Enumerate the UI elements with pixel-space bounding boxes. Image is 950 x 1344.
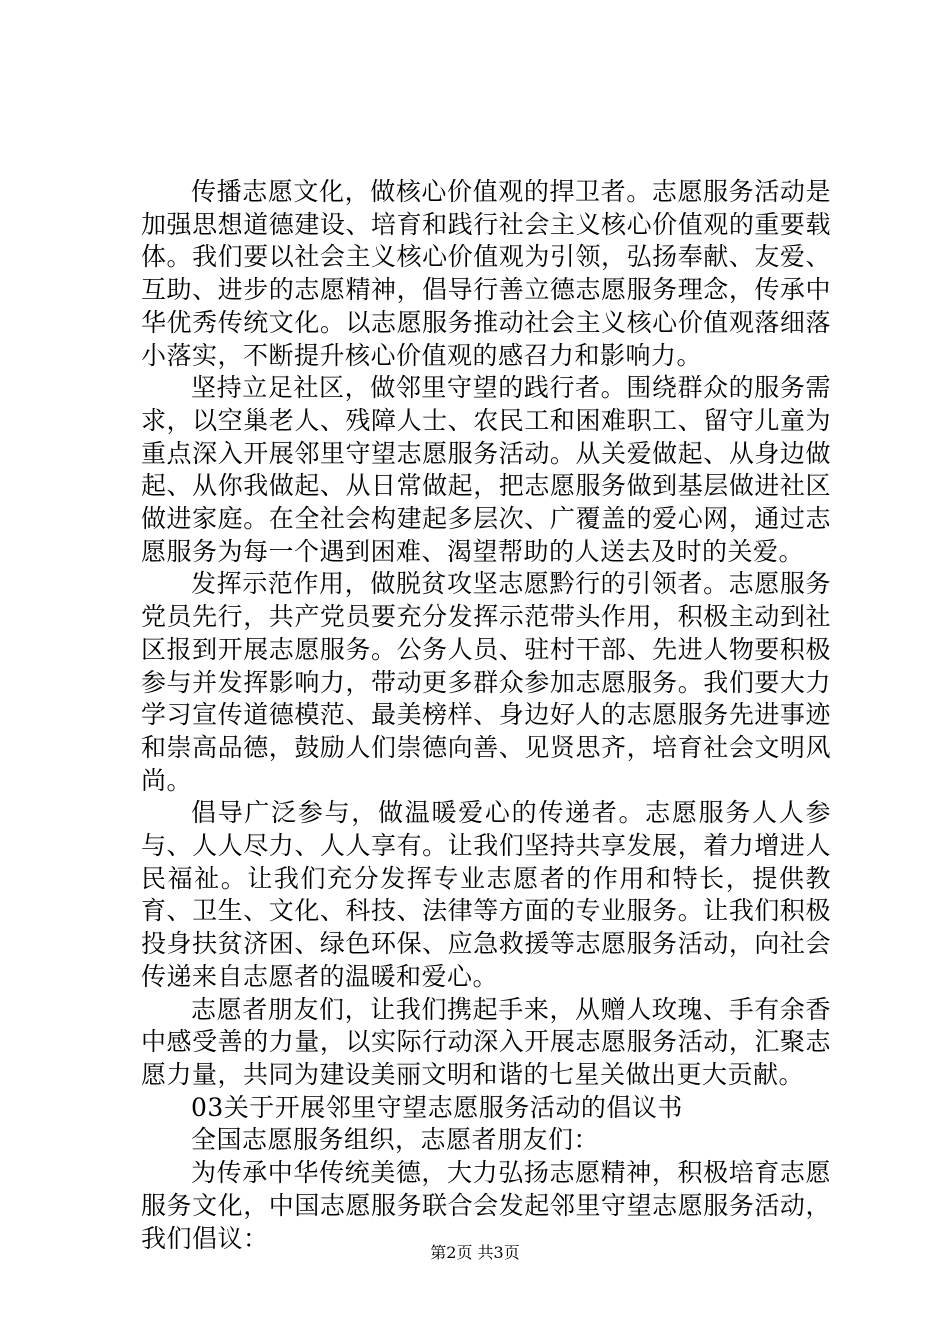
section-heading: 03关于开展邻里守望志愿服务活动的倡议书 [191,1092,683,1122]
paragraph-1: 传播志愿文化，做核心价值观的捍卫者。志愿服务活动是加强思想道德建设、培育和践行社会主义核心价值观的重要载体。我们要以社会主义核心价值观为引领，弘扬奉献、友爱、互助、进步的志愿精神，倡导行善立德志愿服务理念，传承中华优秀传统文化。以志愿服务推动社会主义核心价值观落细落小落实，不断提升核心价值观的感召力和影响力。 [141,177,831,370]
paragraph-5: 志愿者朋友们，让我们携起手来，从赠人玫瑰、手有余香中感受善的力量，以实际行动深入开展志愿服务活动，汇聚志愿力量，共同为建设美丽文明和谐的七星关做出更大贡献。 [141,994,831,1089]
page-footer: 第2页 共3页 [430,1243,520,1262]
document-body [141,176,831,1255]
paragraph-4: 倡导广泛参与，做温暖爱心的传递者。志愿服务人人参与、人人尽力、人人享有。让我们坚持共享发展，着力增进人民福祉。让我们充分发挥专业志愿者的作用和特长，提供教育、卫生、文化、科技、法律等方面的专业服务。让我们积极投身扶贫济困、绿色环保、应急救援等志愿服务活动，向社会传递来自志愿者的温暖和爱心。 [141,798,831,991]
salutation: 全国志愿服务组织，志愿者朋友们： [191,1125,600,1155]
paragraph-2: 坚持立足社区，做邻里守望的践行者。围绕群众的服务需求，以空巢老人、残障人士、农民工和困难职工、留守儿童为重点深入开展邻里守望志愿服务活动。从关爱做起、从身边做起、从你我做起、从日常做起，把志愿服务做到基层做进社区做进家庭。在全社会构建起多层次、广覆盖的爱心网，通过志愿服务为每一个遇到困难、渴望帮助的人送去及时的关爱。 [141,373,831,566]
paragraph-6: 为传承中华传统美德，大力弘扬志愿精神，积极培育志愿服务文化，中国志愿服务联合会发起邻里守望志愿服务活动，我们倡议： [141,1158,831,1253]
paragraph-3: 发挥示范作用，做脱贫攻坚志愿黔行的引领者。志愿服务党员先行，共产党员要充分发挥示范带头作用，积极主动到社区报到开展志愿服务。公务人员、驻村干部、先进人物要积极参与并发挥影响力，带动更多群众参加志愿服务。我们要大力学习宣传道德模范、最美榜样、身边好人的志愿服务先进事迹和崇高品德，鼓励人们崇德向善、见贤思齐，培育社会文明风尚。 [141,569,831,795]
